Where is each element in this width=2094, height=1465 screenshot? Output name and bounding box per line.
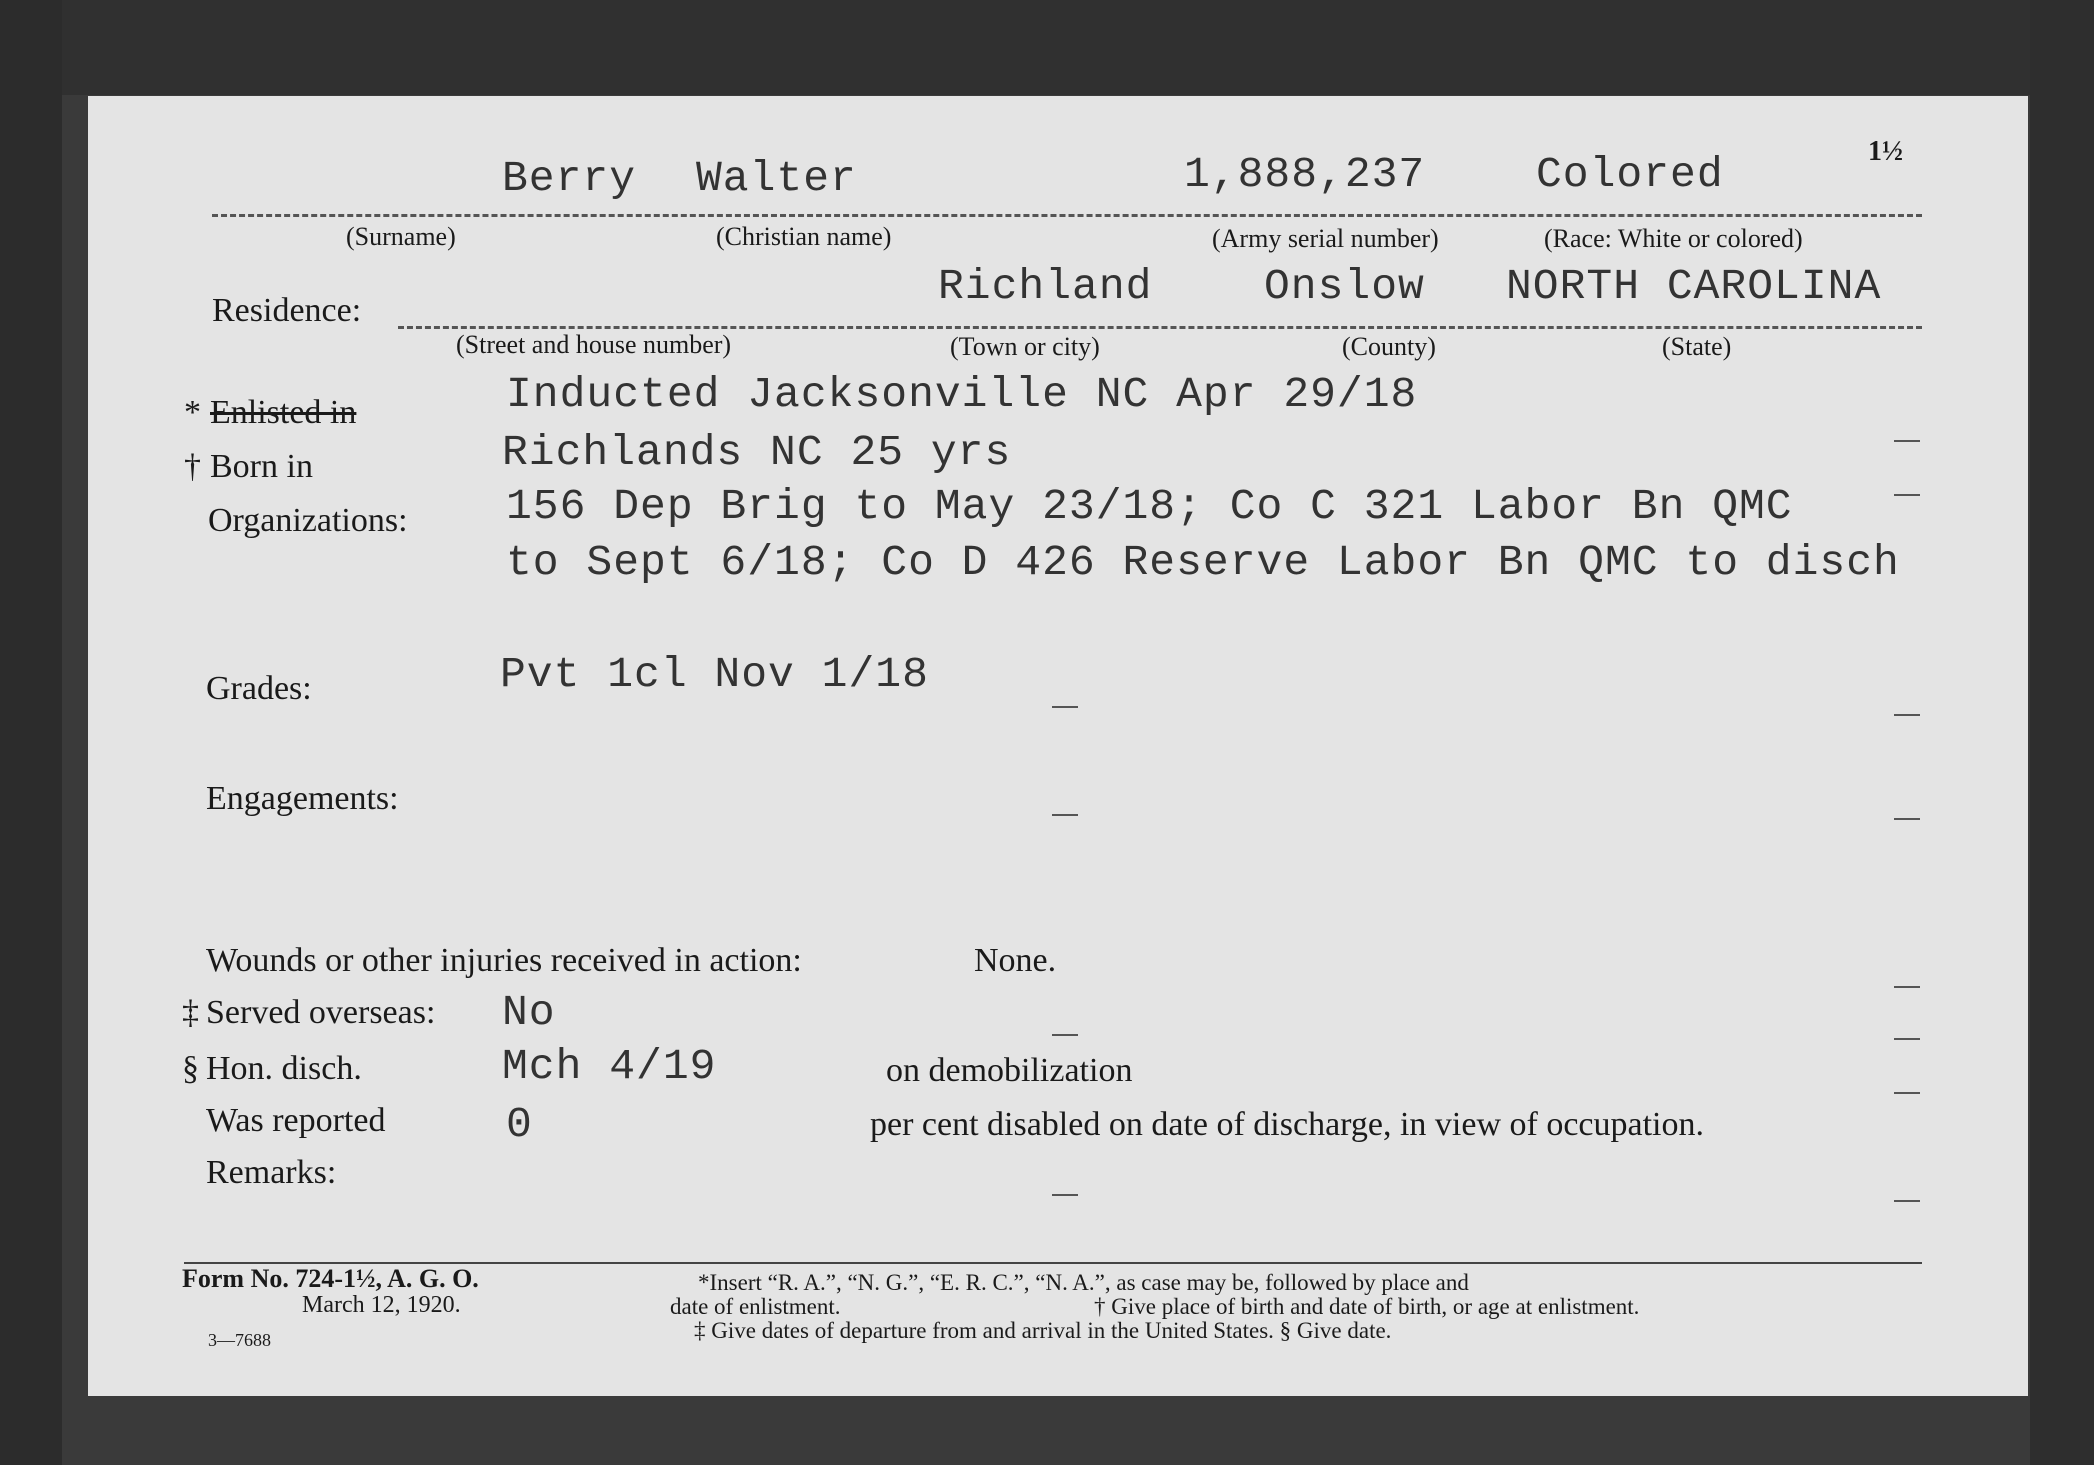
christian-name-caption: (Christian name) — [716, 222, 892, 251]
blank-mark — [1894, 494, 1920, 496]
service-record-card — [88, 96, 2028, 1396]
race-value: Colored — [1536, 150, 1724, 199]
blank-mark — [1052, 1194, 1078, 1196]
enlisted-label: Enlisted in — [210, 394, 357, 431]
wounds-label: Wounds or other injuries received in action: — [206, 942, 802, 979]
blank-mark — [1052, 706, 1078, 708]
scan-background-right — [2030, 0, 2094, 1465]
organizations-line-2: to Sept 6/18; Co D 426 Reserve Labor Bn QMC to disch — [506, 538, 1900, 587]
form-number: Form No. 724-1½, A. G. O. — [182, 1264, 479, 1293]
footnote-insert: *Insert “R. A.”, “N. G.”, “E. R. C.”, “N. A.”, as case may be, followed by place and — [698, 1270, 1469, 1295]
blank-mark — [1894, 818, 1920, 820]
born-value: Richlands NC 25 yrs — [502, 428, 1012, 477]
residence-label: Residence: — [212, 292, 362, 329]
form-mark: 1½ — [1868, 136, 1903, 167]
form-date: March 12, 1920. — [302, 1292, 461, 1318]
county-value: Onslow — [1264, 262, 1425, 311]
engagements-label: Engagements: — [206, 780, 399, 817]
surname-caption: (Surname) — [346, 222, 456, 251]
discharge-label: Hon. disch. — [206, 1050, 362, 1087]
reported-value: 0 — [506, 1100, 533, 1149]
born-mark: † — [184, 448, 201, 485]
discharge-text: on demobilization — [886, 1052, 1133, 1089]
overseas-label: Served overseas: — [206, 994, 436, 1031]
print-code: 3—7688 — [208, 1330, 271, 1350]
wounds-value: None. — [974, 942, 1057, 979]
town-value: Richland — [938, 262, 1153, 311]
christian-name-value: Walter — [696, 154, 857, 203]
state-value: NORTH CAROLINA — [1506, 262, 1882, 311]
surname-value: Berry — [502, 154, 637, 203]
overseas-mark: ‡ — [182, 994, 199, 1031]
race-caption: (Race: White or colored) — [1544, 224, 1803, 253]
organizations-line-1: 156 Dep Brig to May 23/18; Co C 321 Labor Bn QMC — [506, 482, 1793, 531]
grades-label: Grades: — [206, 670, 312, 707]
scan-background-top — [0, 0, 2094, 95]
born-label: Born in — [210, 448, 313, 485]
organizations-label: Organizations: — [208, 502, 408, 539]
footnote-insert-cont: date of enlistment. — [670, 1294, 841, 1319]
footnote-birth: † Give place of birth and date of birth, or age at enlistment. — [1094, 1294, 1640, 1319]
footnote-dates: ‡ Give dates of departure from and arrival in the United States. § Give date. — [694, 1318, 1392, 1343]
blank-mark — [1894, 1200, 1920, 1202]
blank-mark — [1052, 1034, 1078, 1036]
blank-mark — [1052, 814, 1078, 816]
grades-value: Pvt 1cl Nov 1/18 — [500, 650, 929, 699]
overseas-value: No — [502, 988, 556, 1037]
serial-number-caption: (Army serial number) — [1212, 224, 1439, 253]
town-caption: (Town or city) — [950, 332, 1100, 361]
discharge-value: Mch 4/19 — [502, 1042, 717, 1091]
blank-mark — [1894, 1038, 1920, 1040]
county-caption: (County) — [1342, 332, 1436, 361]
blank-mark — [1894, 714, 1920, 716]
enlisted-value: Inducted Jacksonville NC Apr 29/18 — [506, 370, 1418, 419]
discharge-mark: § — [182, 1050, 199, 1087]
street-caption: (Street and house number) — [456, 330, 732, 359]
header-dotted-line — [212, 214, 1922, 217]
blank-mark — [1894, 440, 1920, 442]
serial-number-value: 1,888,237 — [1184, 150, 1426, 199]
state-caption: (State) — [1662, 332, 1732, 361]
remarks-label: Remarks: — [206, 1154, 337, 1191]
reported-label: Was reported — [206, 1102, 386, 1139]
enlisted-mark: * — [184, 394, 201, 431]
scan-background-left — [0, 0, 62, 1465]
blank-mark — [1894, 1092, 1920, 1094]
blank-mark — [1894, 986, 1920, 988]
reported-text: per cent disabled on date of discharge, in view of occupation. — [870, 1106, 1704, 1143]
residence-dotted-line — [398, 326, 1922, 329]
